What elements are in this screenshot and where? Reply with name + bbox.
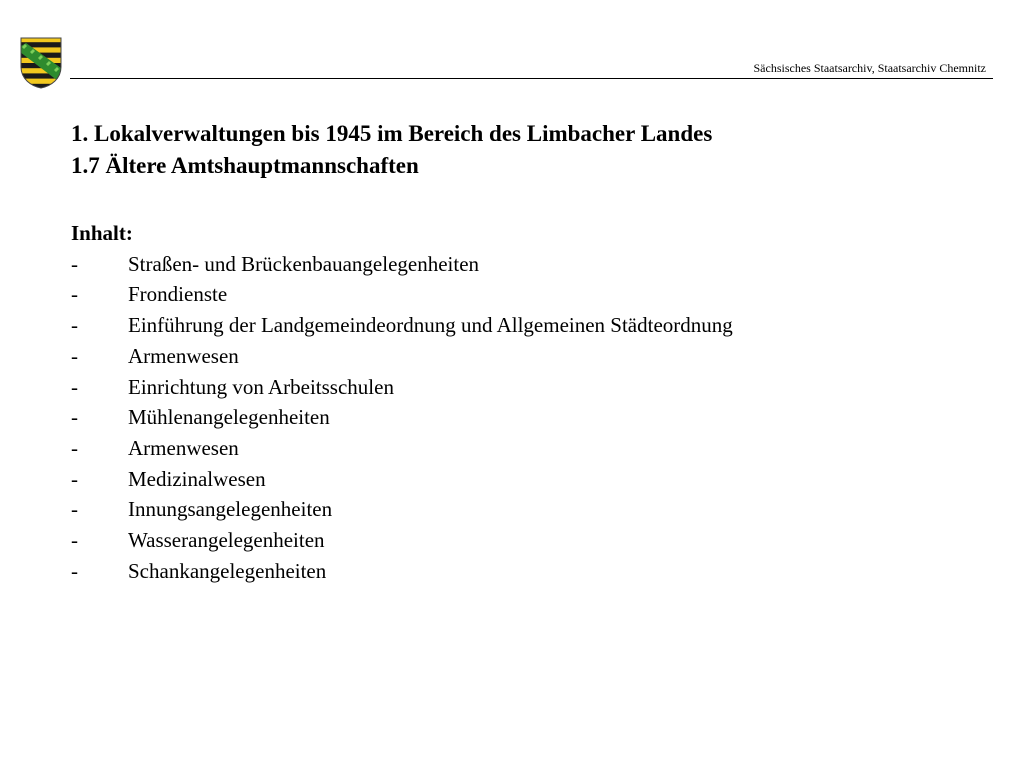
list-item xyxy=(71,433,733,464)
list-item-text: Einführung der Landgemeindeordnung und Allgemeinen Städteordnung xyxy=(128,313,733,338)
list-bullet: - xyxy=(71,528,78,553)
list-bullet: - xyxy=(71,435,78,460)
list-item-text: Straßen- und Brückenbauangelegenheiten xyxy=(128,251,480,276)
list-item-text: Einrichtung von Arbeitsschulen xyxy=(128,374,394,399)
list-bullet: - xyxy=(71,313,78,338)
list-item-text: Armenwesen xyxy=(128,435,239,460)
list-item xyxy=(71,310,733,341)
archive-name: Sächsisches Staatsarchiv, Staatsarchiv Chemnitz xyxy=(753,61,986,75)
header-divider xyxy=(70,78,993,79)
list-bullet: - xyxy=(71,282,78,307)
list-item xyxy=(71,494,733,525)
list-bullet: - xyxy=(71,497,78,522)
contents-heading: Inhalt: xyxy=(71,221,133,245)
list-bullet: - xyxy=(71,251,78,276)
list-item-text: Innungsangelegenheiten xyxy=(128,497,333,522)
list-item-text: Armenwesen xyxy=(128,343,239,368)
contents-list xyxy=(71,218,733,586)
list-item xyxy=(71,464,733,495)
list-item-text: Mühlenangelegenheiten xyxy=(128,405,330,430)
list-item xyxy=(71,372,733,403)
list-bullet: - xyxy=(71,558,78,583)
list-item xyxy=(71,341,733,372)
list-item xyxy=(71,249,733,280)
list-item xyxy=(71,525,733,556)
list-item-text: Schankangelegenheiten xyxy=(128,558,327,583)
list-item-text: Wasserangelegenheiten xyxy=(128,528,325,553)
list-item-text: Frondienste xyxy=(128,282,228,307)
list-bullet: - xyxy=(71,405,78,430)
page-title: 1. Lokalverwaltungen bis 1945 im Bereich des Limbacher Landes xyxy=(71,121,713,146)
list-item xyxy=(71,279,733,310)
list-bullet: - xyxy=(71,374,78,399)
saxony-coat-of-arms-icon xyxy=(20,37,62,89)
list-item xyxy=(71,556,733,587)
list-bullet: - xyxy=(71,343,78,368)
slide-titles xyxy=(71,118,712,182)
list-bullet: - xyxy=(71,466,78,491)
list-item xyxy=(71,402,733,433)
list-item-text: Medizinalwesen xyxy=(128,466,266,491)
page-subtitle: 1.7 Ältere Amtshauptmannschaften xyxy=(71,153,419,178)
